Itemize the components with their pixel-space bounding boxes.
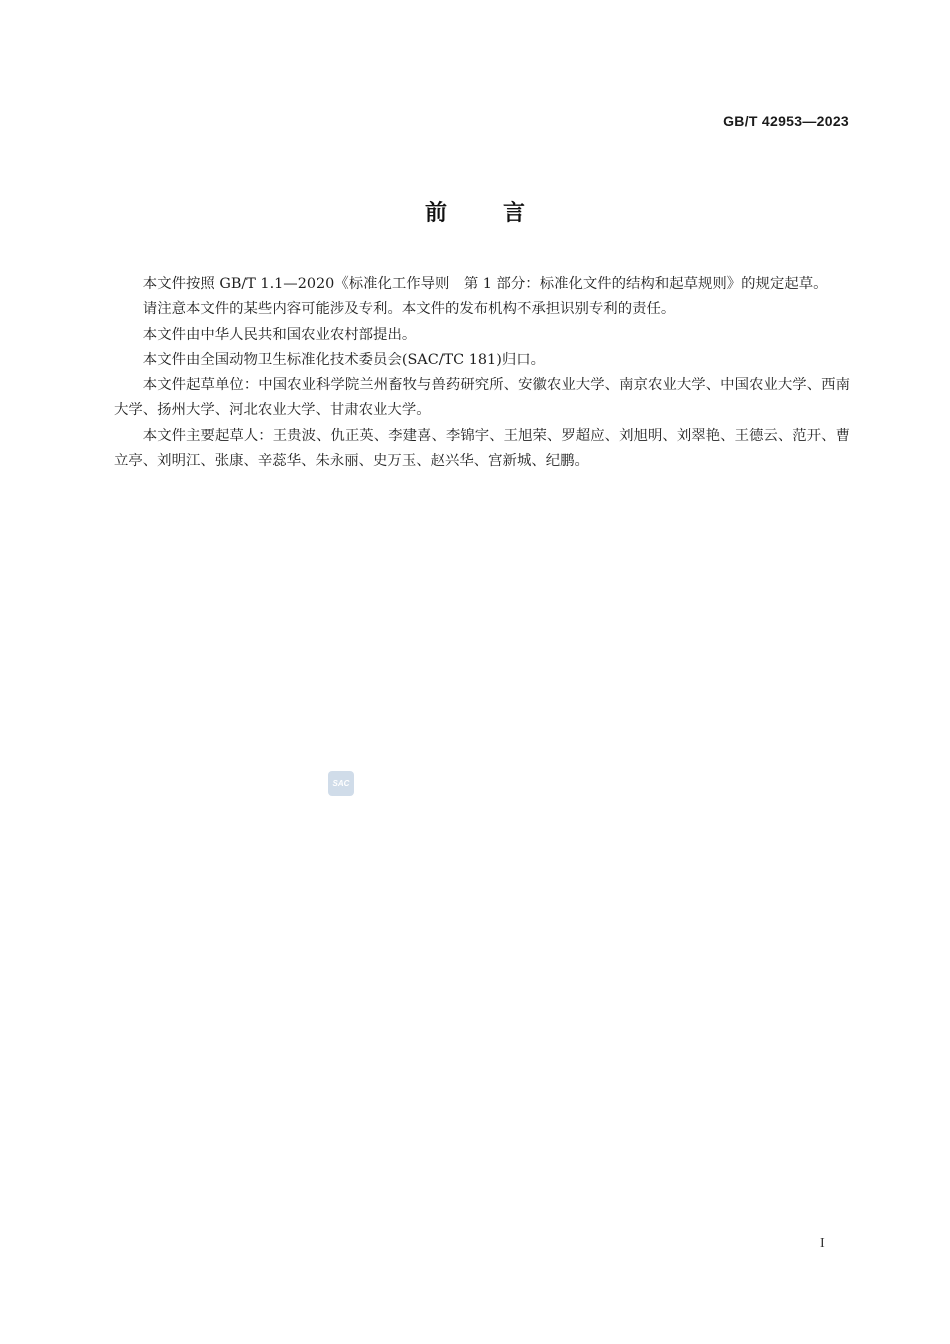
paragraph-drafting-rules: 本文件按照 GB/T 1.1—2020《标准化工作导则 第 1 部分：标准化文件的结构和起草规则》的规定起草。 xyxy=(142,276,828,292)
paragraph-drafters: 本文件主要起草人：王贵波、仇正英、李建喜、李锦宇、王旭荣、罗超应、刘旭明、刘翠艳、王德云、范开、曹立亭、刘明江、张康、辛蕊华、朱永丽、史万玉、赵兴华、宫新城、纪鹏。 xyxy=(114,427,850,470)
paragraph-committee: 本文件由全国动物卫生标准化技术委员会(SAC/TC 181)归口。 xyxy=(142,351,545,368)
paragraph-drafting-units: 本文件起草单位：中国农业科学院兰州畜牧与兽药研究所、安徽农业大学、南京农业大学、中国农业大学、西南大学、扬州大学、河北农业大学、甘肃农业大学。 xyxy=(114,377,850,419)
page-number: I xyxy=(820,1236,825,1251)
paragraph-proposer: 本文件由中华人民共和国农业农村部提出。 xyxy=(142,326,417,343)
paragraph-patent-notice: 请注意本文件的某些内容可能涉及专利。本文件的发布机构不承担识别专利的责任。 xyxy=(142,301,676,318)
page-title: 前言 xyxy=(424,201,581,226)
sac-watermark-logo: SAC xyxy=(328,771,354,796)
foreword-body xyxy=(114,272,850,474)
standard-code: GB/T 42953—2023 xyxy=(723,113,849,129)
